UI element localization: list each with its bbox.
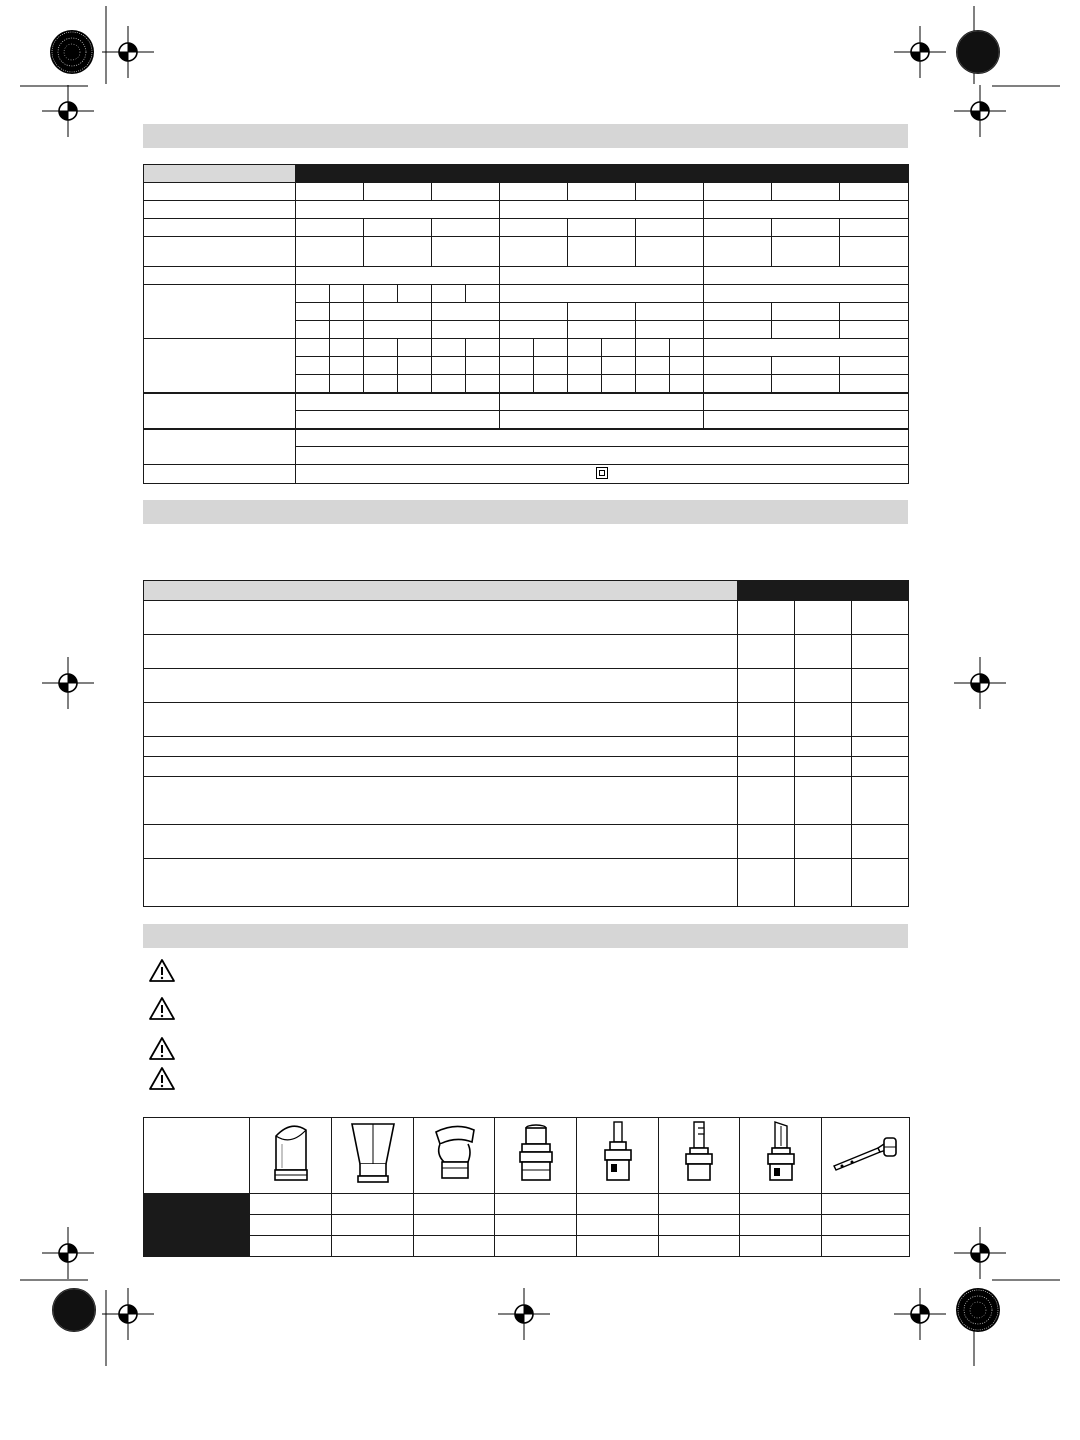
table-row bbox=[144, 703, 909, 737]
warning-triangle-icon bbox=[148, 1036, 176, 1061]
technical-data-table bbox=[143, 164, 909, 484]
welding-nozzle-icon bbox=[756, 1118, 806, 1188]
model-column-3 bbox=[704, 165, 909, 183]
table-row bbox=[144, 237, 909, 267]
table-row bbox=[144, 1194, 910, 1215]
table-row bbox=[144, 777, 909, 825]
model-column-2 bbox=[500, 165, 704, 183]
table-row bbox=[144, 219, 909, 237]
table-row bbox=[144, 1215, 910, 1236]
table-row bbox=[144, 201, 909, 219]
table-row bbox=[144, 429, 909, 447]
table-row bbox=[144, 393, 909, 411]
double-insulation-icon bbox=[596, 467, 608, 479]
nozzle-image-row bbox=[144, 1118, 910, 1194]
table-row bbox=[144, 183, 909, 201]
table-row bbox=[144, 737, 909, 757]
pipe-nozzle-icon bbox=[593, 1118, 643, 1188]
section-header-safety-notes bbox=[143, 924, 908, 948]
table-row bbox=[144, 339, 909, 357]
section-header-technical-data bbox=[143, 124, 908, 148]
table-row bbox=[144, 601, 909, 635]
table-row bbox=[144, 267, 909, 285]
application-table bbox=[143, 580, 909, 907]
table-row bbox=[144, 859, 909, 907]
glass-protection-nozzle-icon bbox=[428, 1118, 480, 1188]
warning-triangle-icon bbox=[148, 958, 176, 983]
wide-slit-nozzle-icon bbox=[348, 1118, 398, 1188]
table-row bbox=[144, 285, 909, 303]
table-row bbox=[144, 635, 909, 669]
reflector-nozzle-icon bbox=[674, 1118, 724, 1188]
table-row bbox=[144, 757, 909, 777]
accessory-table bbox=[143, 1117, 910, 1257]
table-row bbox=[144, 465, 909, 484]
table-header-row bbox=[144, 165, 909, 183]
warning-triangle-icon bbox=[148, 996, 176, 1021]
surface-nozzle-icon bbox=[266, 1118, 316, 1188]
table-header-row bbox=[144, 581, 909, 601]
model-column-1 bbox=[296, 165, 500, 183]
warning-triangle-icon bbox=[148, 1066, 176, 1091]
table-row bbox=[144, 825, 909, 859]
pressure-roller-icon bbox=[828, 1118, 904, 1188]
table-row bbox=[144, 1236, 910, 1257]
section-header-application-table bbox=[143, 500, 908, 524]
table-row bbox=[144, 669, 909, 703]
reduction-nozzle-icon bbox=[511, 1118, 561, 1188]
